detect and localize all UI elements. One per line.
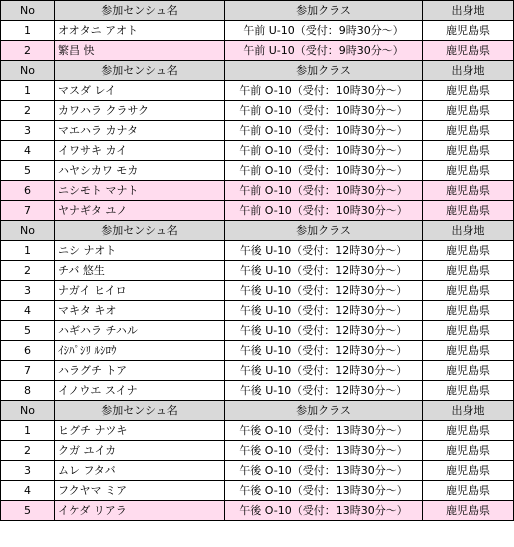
cell-class: 午後 O-10（受付：13時30分～） [225, 441, 423, 461]
cell-no: 5 [1, 321, 55, 341]
header-no: No [1, 221, 55, 241]
cell-no: 4 [1, 481, 55, 501]
cell-name: イノウエ スイナ [55, 381, 225, 401]
table-row [1, 341, 514, 361]
table-row [1, 481, 514, 501]
cell-no: 6 [1, 181, 55, 201]
cell-no: 2 [1, 261, 55, 281]
cell-class: 午後 O-10（受付：13時30分～） [225, 421, 423, 441]
cell-class: 午後 O-10（受付：13時30分～） [225, 501, 423, 521]
cell-class: 午後 U-10（受付：12時30分～） [225, 261, 423, 281]
cell-prefecture: 鹿児島県 [423, 441, 514, 461]
cell-name: マエハラ カナタ [55, 121, 225, 141]
cell-prefecture: 鹿児島県 [423, 81, 514, 101]
table-row [1, 121, 514, 141]
cell-no: 4 [1, 301, 55, 321]
header-name: 参加センシュ名 [55, 61, 225, 81]
cell-prefecture: 鹿児島県 [423, 361, 514, 381]
table-row [1, 361, 514, 381]
cell-name: ハラグチ トア [55, 361, 225, 381]
cell-name: ヤナギタ ユノ [55, 201, 225, 221]
cell-name: マキタ キオ [55, 301, 225, 321]
cell-no: 4 [1, 141, 55, 161]
cell-name: ニシモト マナト [55, 181, 225, 201]
cell-name: ヒグチ ナツキ [55, 421, 225, 441]
cell-prefecture: 鹿児島県 [423, 101, 514, 121]
cell-prefecture: 鹿児島県 [423, 181, 514, 201]
table-row [1, 81, 514, 101]
cell-prefecture: 鹿児島県 [423, 281, 514, 301]
cell-no: 6 [1, 341, 55, 361]
cell-prefecture: 鹿児島県 [423, 381, 514, 401]
cell-class: 午前 O-10（受付：10時30分～） [225, 201, 423, 221]
cell-prefecture: 鹿児島県 [423, 341, 514, 361]
cell-name: マスダ レイ [55, 81, 225, 101]
cell-prefecture: 鹿児島県 [423, 321, 514, 341]
table-row [1, 301, 514, 321]
cell-no: 1 [1, 21, 55, 41]
header-pref: 出身地 [423, 1, 514, 21]
cell-name: ｲｼﾊﾟｼﾘ ﾙｼﾛｳ [55, 341, 225, 361]
header-pref: 出身地 [423, 61, 514, 81]
cell-no: 3 [1, 281, 55, 301]
cell-name: ムレ フタバ [55, 461, 225, 481]
cell-prefecture: 鹿児島県 [423, 241, 514, 261]
cell-prefecture: 鹿児島県 [423, 461, 514, 481]
table-row [1, 201, 514, 221]
cell-name: 繁昌 快 [55, 41, 225, 61]
header-class: 参加クラス [225, 401, 423, 421]
table-row [1, 241, 514, 261]
header-no: No [1, 1, 55, 21]
table-row [1, 101, 514, 121]
cell-no: 1 [1, 421, 55, 441]
cell-prefecture: 鹿児島県 [423, 161, 514, 181]
header-name: 参加センシュ名 [55, 1, 225, 21]
section-header-row [1, 401, 514, 421]
header-no: No [1, 401, 55, 421]
cell-name: ハギハラ チハル [55, 321, 225, 341]
table-row [1, 461, 514, 481]
cell-class: 午後 U-10（受付：12時30分～） [225, 341, 423, 361]
cell-prefecture: 鹿児島県 [423, 121, 514, 141]
cell-class: 午後 O-10（受付：13時30分～） [225, 461, 423, 481]
header-name: 参加センシュ名 [55, 401, 225, 421]
cell-name: イワサキ カイ [55, 141, 225, 161]
cell-no: 3 [1, 461, 55, 481]
table-row [1, 281, 514, 301]
participant-table-body [1, 1, 514, 521]
cell-class: 午後 U-10（受付：12時30分～） [225, 321, 423, 341]
table-row [1, 141, 514, 161]
header-pref: 出身地 [423, 401, 514, 421]
header-name: 参加センシュ名 [55, 221, 225, 241]
cell-class: 午後 U-10（受付：12時30分～） [225, 241, 423, 261]
header-class: 参加クラス [225, 61, 423, 81]
cell-class: 午前 U-10（受付：9時30分～） [225, 41, 423, 61]
cell-no: 2 [1, 101, 55, 121]
cell-class: 午前 O-10（受付：10時30分～） [225, 121, 423, 141]
cell-prefecture: 鹿児島県 [423, 261, 514, 281]
cell-no: 3 [1, 121, 55, 141]
cell-no: 1 [1, 241, 55, 261]
cell-no: 7 [1, 361, 55, 381]
table-row [1, 421, 514, 441]
header-no: No [1, 61, 55, 81]
table-row [1, 381, 514, 401]
cell-prefecture: 鹿児島県 [423, 501, 514, 521]
header-class: 参加クラス [225, 1, 423, 21]
cell-name: イケダ リアラ [55, 501, 225, 521]
cell-prefecture: 鹿児島県 [423, 21, 514, 41]
table-row [1, 181, 514, 201]
cell-name: チバ 悠生 [55, 261, 225, 281]
cell-class: 午後 U-10（受付：12時30分～） [225, 301, 423, 321]
cell-class: 午前 O-10（受付：10時30分～） [225, 161, 423, 181]
cell-name: ナガイ ヒイロ [55, 281, 225, 301]
table-row [1, 161, 514, 181]
cell-prefecture: 鹿児島県 [423, 141, 514, 161]
cell-name: オオタニ アオト [55, 21, 225, 41]
cell-class: 午前 O-10（受付：10時30分～） [225, 181, 423, 201]
table-row [1, 501, 514, 521]
header-pref: 出身地 [423, 221, 514, 241]
cell-class: 午後 U-10（受付：12時30分～） [225, 361, 423, 381]
table-row [1, 441, 514, 461]
cell-no: 5 [1, 501, 55, 521]
cell-class: 午後 O-10（受付：13時30分～） [225, 481, 423, 501]
table-row [1, 41, 514, 61]
cell-prefecture: 鹿児島県 [423, 41, 514, 61]
cell-class: 午後 U-10（受付：12時30分～） [225, 281, 423, 301]
header-class: 参加クラス [225, 221, 423, 241]
cell-no: 2 [1, 41, 55, 61]
cell-no: 8 [1, 381, 55, 401]
cell-no: 7 [1, 201, 55, 221]
cell-prefecture: 鹿児島県 [423, 201, 514, 221]
cell-no: 1 [1, 81, 55, 101]
cell-name: ハヤシカワ モカ [55, 161, 225, 181]
cell-no: 5 [1, 161, 55, 181]
section-header-row [1, 1, 514, 21]
cell-class: 午前 O-10（受付：10時30分～） [225, 81, 423, 101]
table-row [1, 321, 514, 341]
cell-class: 午後 U-10（受付：12時30分～） [225, 381, 423, 401]
cell-prefecture: 鹿児島県 [423, 421, 514, 441]
table-row [1, 261, 514, 281]
cell-prefecture: 鹿児島県 [423, 481, 514, 501]
cell-no: 2 [1, 441, 55, 461]
cell-name: クガ ユイカ [55, 441, 225, 461]
section-header-row [1, 221, 514, 241]
cell-prefecture: 鹿児島県 [423, 301, 514, 321]
cell-name: ニシ ナオト [55, 241, 225, 261]
cell-class: 午前 O-10（受付：10時30分～） [225, 101, 423, 121]
cell-name: カワハラ クラサク [55, 101, 225, 121]
cell-name: フクヤマ ミア [55, 481, 225, 501]
cell-class: 午前 O-10（受付：10時30分～） [225, 141, 423, 161]
section-header-row [1, 61, 514, 81]
cell-class: 午前 U-10（受付：9時30分～） [225, 21, 423, 41]
table-row [1, 21, 514, 41]
